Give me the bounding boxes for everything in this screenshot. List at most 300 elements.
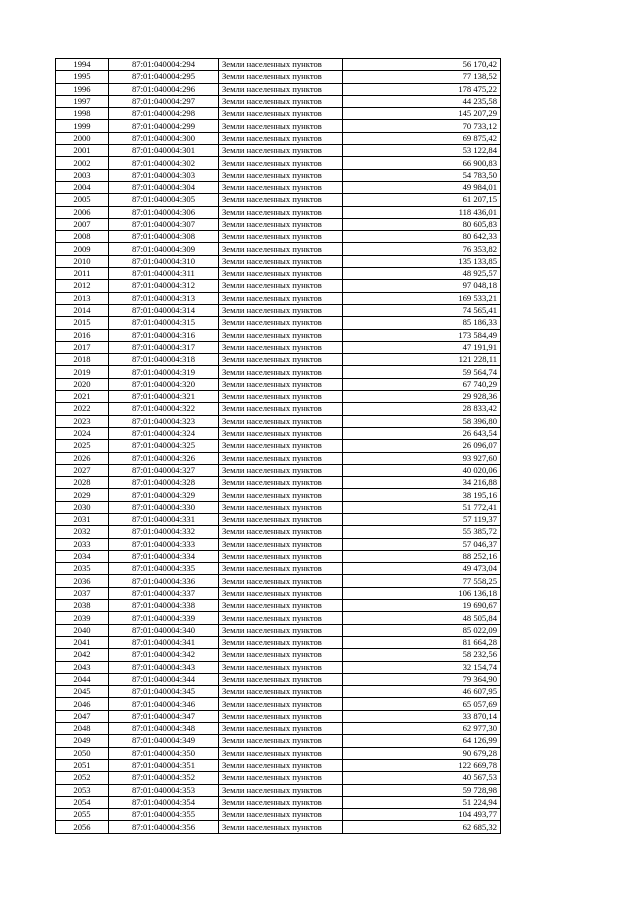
land-category-cell: Земли населенных пунктов [219, 636, 343, 648]
cadastral-number-cell: 87:01:040004:299 [109, 120, 219, 132]
land-category-cell: Земли населенных пунктов [219, 341, 343, 353]
row-number-cell: 2014 [56, 304, 109, 316]
table-row [56, 636, 501, 648]
row-number-cell: 2033 [56, 538, 109, 550]
cadastral-value-cell: 64 126,99 [343, 735, 501, 747]
row-number-cell: 2023 [56, 415, 109, 427]
cadastral-value-cell: 85 022,09 [343, 624, 501, 636]
row-number-cell: 2032 [56, 526, 109, 538]
land-category-cell: Земли населенных пунктов [219, 587, 343, 599]
land-category-cell: Земли населенных пунктов [219, 59, 343, 71]
cadastral-value-cell: 122 669,78 [343, 759, 501, 771]
land-category-cell: Земли населенных пунктов [219, 268, 343, 280]
cadastral-value-cell: 76 353,82 [343, 243, 501, 255]
cadastral-value-cell: 93 927,60 [343, 452, 501, 464]
cadastral-value-cell: 173 584,49 [343, 329, 501, 341]
cadastral-number-cell: 87:01:040004:314 [109, 304, 219, 316]
cadastral-value-cell: 61 207,15 [343, 194, 501, 206]
land-category-cell: Земли населенных пунктов [219, 673, 343, 685]
row-number-cell: 2037 [56, 587, 109, 599]
land-category-cell: Земли населенных пунктов [219, 649, 343, 661]
row-number-cell: 2011 [56, 268, 109, 280]
land-category-cell: Земли населенных пунктов [219, 440, 343, 452]
row-number-cell: 2000 [56, 132, 109, 144]
row-number-cell: 2039 [56, 612, 109, 624]
table-row [56, 243, 501, 255]
row-number-cell: 2012 [56, 280, 109, 292]
cadastral-number-cell: 87:01:040004:347 [109, 710, 219, 722]
land-category-cell: Земли населенных пунктов [219, 378, 343, 390]
row-number-cell: 2030 [56, 501, 109, 513]
land-category-cell: Земли населенных пунктов [219, 710, 343, 722]
land-category-cell: Земли населенных пунктов [219, 243, 343, 255]
cadastral-value-cell: 48 505,84 [343, 612, 501, 624]
cadastral-number-cell: 87:01:040004:329 [109, 489, 219, 501]
row-number-cell: 2006 [56, 206, 109, 218]
cadastral-value-cell: 118 436,01 [343, 206, 501, 218]
table-row [56, 231, 501, 243]
cadastral-value-cell: 34 216,88 [343, 477, 501, 489]
row-number-cell: 2007 [56, 218, 109, 230]
land-category-cell: Земли населенных пунктов [219, 354, 343, 366]
cadastral-number-cell: 87:01:040004:307 [109, 218, 219, 230]
cadastral-number-cell: 87:01:040004:320 [109, 378, 219, 390]
cadastral-number-cell: 87:01:040004:305 [109, 194, 219, 206]
table-row [56, 747, 501, 759]
land-category-cell: Земли населенных пунктов [219, 723, 343, 735]
row-number-cell: 2017 [56, 341, 109, 353]
row-number-cell: 2051 [56, 759, 109, 771]
land-category-cell: Земли населенных пунктов [219, 489, 343, 501]
cadastral-value-cell: 26 643,54 [343, 427, 501, 439]
cadastral-value-cell: 44 235,58 [343, 95, 501, 107]
cadastral-value-cell: 70 733,12 [343, 120, 501, 132]
row-number-cell: 2055 [56, 809, 109, 821]
table-row [56, 587, 501, 599]
land-category-cell: Земли населенных пунктов [219, 698, 343, 710]
cadastral-number-cell: 87:01:040004:335 [109, 563, 219, 575]
land-category-cell: Земли населенных пунктов [219, 391, 343, 403]
cadastral-number-cell: 87:01:040004:325 [109, 440, 219, 452]
table-row [56, 218, 501, 230]
row-number-cell: 2005 [56, 194, 109, 206]
cadastral-number-cell: 87:01:040004:294 [109, 59, 219, 71]
table-row [56, 132, 501, 144]
row-number-cell: 2035 [56, 563, 109, 575]
table-row [56, 317, 501, 329]
row-number-cell: 2024 [56, 427, 109, 439]
row-number-cell: 2018 [56, 354, 109, 366]
cadastral-number-cell: 87:01:040004:318 [109, 354, 219, 366]
cadastral-value-cell: 62 977,30 [343, 723, 501, 735]
land-category-cell: Земли населенных пунктов [219, 526, 343, 538]
row-number-cell: 2045 [56, 686, 109, 698]
land-category-cell: Земли населенных пунктов [219, 145, 343, 157]
cadastral-value-cell: 33 870,14 [343, 710, 501, 722]
cadastral-value-cell: 49 984,01 [343, 181, 501, 193]
cadastral-value-cell: 59 728,98 [343, 784, 501, 796]
table-row [56, 464, 501, 476]
land-category-cell: Земли населенных пунктов [219, 452, 343, 464]
table-row [56, 612, 501, 624]
cadastral-value-cell: 66 900,83 [343, 157, 501, 169]
row-number-cell: 2034 [56, 550, 109, 562]
cadastral-value-cell: 19 690,67 [343, 600, 501, 612]
cadastral-value-cell: 67 740,29 [343, 378, 501, 390]
table-row [56, 108, 501, 120]
table-row [56, 83, 501, 95]
land-category-cell: Земли населенных пунктов [219, 157, 343, 169]
land-category-cell: Земли населенных пунктов [219, 132, 343, 144]
row-number-cell: 2038 [56, 600, 109, 612]
cadastral-number-cell: 87:01:040004:338 [109, 600, 219, 612]
row-number-cell: 2029 [56, 489, 109, 501]
cadastral-value-cell: 46 607,95 [343, 686, 501, 698]
land-category-cell: Земли населенных пунктов [219, 304, 343, 316]
cadastral-number-cell: 87:01:040004:319 [109, 366, 219, 378]
land-category-cell: Земли населенных пунктов [219, 255, 343, 267]
table-row [56, 292, 501, 304]
row-number-cell: 2031 [56, 513, 109, 525]
cadastral-value-cell: 59 564,74 [343, 366, 501, 378]
table-row [56, 526, 501, 538]
table-row [56, 329, 501, 341]
cadastral-value-cell: 106 136,18 [343, 587, 501, 599]
cadastral-value-cell: 58 396,80 [343, 415, 501, 427]
row-number-cell: 2026 [56, 452, 109, 464]
table-row [56, 723, 501, 735]
cadastral-number-cell: 87:01:040004:356 [109, 821, 219, 833]
land-category-cell: Земли населенных пунктов [219, 83, 343, 95]
cadastral-value-cell: 145 207,29 [343, 108, 501, 120]
cadastral-number-cell: 87:01:040004:331 [109, 513, 219, 525]
cadastral-value-cell: 97 048,18 [343, 280, 501, 292]
row-number-cell: 2010 [56, 255, 109, 267]
row-number-cell: 2027 [56, 464, 109, 476]
row-number-cell: 2021 [56, 391, 109, 403]
cadastral-number-cell: 87:01:040004:324 [109, 427, 219, 439]
cadastral-value-cell: 178 475,22 [343, 83, 501, 95]
cadastral-number-cell: 87:01:040004:344 [109, 673, 219, 685]
table-row [56, 366, 501, 378]
land-category-cell: Земли населенных пунктов [219, 809, 343, 821]
table-row [56, 477, 501, 489]
cadastral-value-cell: 77 138,52 [343, 71, 501, 83]
cadastral-value-cell: 169 533,21 [343, 292, 501, 304]
table-row [56, 513, 501, 525]
cadastral-value-cell: 81 664,28 [343, 636, 501, 648]
cadastral-value-cell: 26 096,07 [343, 440, 501, 452]
cadastral-value-cell: 38 195,16 [343, 489, 501, 501]
cadastral-number-cell: 87:01:040004:304 [109, 181, 219, 193]
cadastral-number-cell: 87:01:040004:295 [109, 71, 219, 83]
cadastral-value-cell: 62 685,32 [343, 821, 501, 833]
cadastral-number-cell: 87:01:040004:309 [109, 243, 219, 255]
row-number-cell: 2049 [56, 735, 109, 747]
row-number-cell: 2013 [56, 292, 109, 304]
table-row [56, 735, 501, 747]
land-category-cell: Земли населенных пунктов [219, 501, 343, 513]
row-number-cell: 2009 [56, 243, 109, 255]
table-row [56, 821, 501, 833]
cadastral-value-cell: 80 605,83 [343, 218, 501, 230]
row-number-cell: 2004 [56, 181, 109, 193]
cadastral-number-cell: 87:01:040004:333 [109, 538, 219, 550]
row-number-cell: 2001 [56, 145, 109, 157]
table-row [56, 304, 501, 316]
land-category-cell: Земли населенных пунктов [219, 329, 343, 341]
cadastral-number-cell: 87:01:040004:316 [109, 329, 219, 341]
cadastral-value-cell: 69 875,42 [343, 132, 501, 144]
table-row [56, 427, 501, 439]
table-row [56, 710, 501, 722]
cadastral-value-cell: 47 191,91 [343, 341, 501, 353]
table-row [56, 71, 501, 83]
cadastral-value-cell: 88 252,16 [343, 550, 501, 562]
row-number-cell: 2019 [56, 366, 109, 378]
cadastral-number-cell: 87:01:040004:296 [109, 83, 219, 95]
cadastral-value-cell: 74 565,41 [343, 304, 501, 316]
cadastral-value-cell: 85 186,33 [343, 317, 501, 329]
land-category-cell: Земли населенных пунктов [219, 280, 343, 292]
cadastral-value-cell: 28 833,42 [343, 403, 501, 415]
cadastral-value-cell: 54 783,50 [343, 169, 501, 181]
cadastral-number-cell: 87:01:040004:300 [109, 132, 219, 144]
cadastral-number-cell: 87:01:040004:327 [109, 464, 219, 476]
cadastral-value-cell: 121 228,11 [343, 354, 501, 366]
land-plot-table-body [56, 59, 501, 834]
table-row [56, 784, 501, 796]
cadastral-number-cell: 87:01:040004:337 [109, 587, 219, 599]
cadastral-value-cell: 104 493,77 [343, 809, 501, 821]
cadastral-value-cell: 40 020,06 [343, 464, 501, 476]
table-row [56, 354, 501, 366]
cadastral-value-cell: 90 679,28 [343, 747, 501, 759]
row-number-cell: 2015 [56, 317, 109, 329]
land-category-cell: Земли населенных пунктов [219, 575, 343, 587]
land-category-cell: Земли населенных пунктов [219, 120, 343, 132]
row-number-cell: 2043 [56, 661, 109, 673]
land-category-cell: Земли населенных пунктов [219, 796, 343, 808]
cadastral-number-cell: 87:01:040004:334 [109, 550, 219, 562]
cadastral-number-cell: 87:01:040004:301 [109, 145, 219, 157]
land-category-cell: Земли населенных пунктов [219, 624, 343, 636]
table-row [56, 563, 501, 575]
land-category-cell: Земли населенных пунктов [219, 366, 343, 378]
cadastral-number-cell: 87:01:040004:350 [109, 747, 219, 759]
land-category-cell: Земли населенных пунктов [219, 169, 343, 181]
cadastral-number-cell: 87:01:040004:326 [109, 452, 219, 464]
land-category-cell: Земли населенных пунктов [219, 464, 343, 476]
cadastral-value-cell: 56 170,42 [343, 59, 501, 71]
table-row [56, 452, 501, 464]
table-row [56, 673, 501, 685]
cadastral-number-cell: 87:01:040004:302 [109, 157, 219, 169]
land-category-cell: Земли населенных пунктов [219, 784, 343, 796]
cadastral-number-cell: 87:01:040004:303 [109, 169, 219, 181]
cadastral-number-cell: 87:01:040004:340 [109, 624, 219, 636]
land-category-cell: Земли населенных пунктов [219, 821, 343, 833]
table-row [56, 255, 501, 267]
cadastral-number-cell: 87:01:040004:306 [109, 206, 219, 218]
row-number-cell: 2052 [56, 772, 109, 784]
land-category-cell: Земли населенных пунктов [219, 206, 343, 218]
cadastral-number-cell: 87:01:040004:311 [109, 268, 219, 280]
cadastral-number-cell: 87:01:040004:308 [109, 231, 219, 243]
cadastral-value-cell: 51 772,41 [343, 501, 501, 513]
table-row [56, 661, 501, 673]
table-row [56, 194, 501, 206]
cadastral-number-cell: 87:01:040004:342 [109, 649, 219, 661]
cadastral-number-cell: 87:01:040004:297 [109, 95, 219, 107]
land-category-cell: Земли населенных пунктов [219, 563, 343, 575]
cadastral-number-cell: 87:01:040004:298 [109, 108, 219, 120]
cadastral-number-cell: 87:01:040004:321 [109, 391, 219, 403]
cadastral-number-cell: 87:01:040004:336 [109, 575, 219, 587]
cadastral-number-cell: 87:01:040004:323 [109, 415, 219, 427]
cadastral-value-cell: 55 385,72 [343, 526, 501, 538]
cadastral-value-cell: 57 046,37 [343, 538, 501, 550]
cadastral-number-cell: 87:01:040004:351 [109, 759, 219, 771]
row-number-cell: 2041 [56, 636, 109, 648]
cadastral-value-cell: 65 057,69 [343, 698, 501, 710]
cadastral-number-cell: 87:01:040004:345 [109, 686, 219, 698]
row-number-cell: 2050 [56, 747, 109, 759]
cadastral-value-cell: 49 473,04 [343, 563, 501, 575]
land-category-cell: Земли населенных пунктов [219, 747, 343, 759]
cadastral-number-cell: 87:01:040004:352 [109, 772, 219, 784]
land-category-cell: Земли населенных пунктов [219, 477, 343, 489]
table-row [56, 169, 501, 181]
cadastral-number-cell: 87:01:040004:310 [109, 255, 219, 267]
cadastral-number-cell: 87:01:040004:328 [109, 477, 219, 489]
row-number-cell: 1996 [56, 83, 109, 95]
land-category-cell: Земли населенных пунктов [219, 71, 343, 83]
row-number-cell: 2042 [56, 649, 109, 661]
land-plot-table [55, 58, 501, 834]
land-category-cell: Земли населенных пунктов [219, 772, 343, 784]
table-row [56, 280, 501, 292]
table-row [56, 489, 501, 501]
land-category-cell: Земли населенных пунктов [219, 513, 343, 525]
cadastral-number-cell: 87:01:040004:349 [109, 735, 219, 747]
cadastral-number-cell: 87:01:040004:339 [109, 612, 219, 624]
land-category-cell: Земли населенных пунктов [219, 538, 343, 550]
row-number-cell: 2025 [56, 440, 109, 452]
cadastral-value-cell: 48 925,57 [343, 268, 501, 280]
table-row [56, 59, 501, 71]
table-row [56, 378, 501, 390]
table-row [56, 809, 501, 821]
cadastral-value-cell: 58 232,56 [343, 649, 501, 661]
table-row [56, 341, 501, 353]
row-number-cell: 2020 [56, 378, 109, 390]
table-row [56, 120, 501, 132]
table-row [56, 600, 501, 612]
cadastral-number-cell: 87:01:040004:346 [109, 698, 219, 710]
row-number-cell: 2046 [56, 698, 109, 710]
table-row [56, 550, 501, 562]
table-row [56, 686, 501, 698]
table-row [56, 501, 501, 513]
table-row [56, 415, 501, 427]
row-number-cell: 2022 [56, 403, 109, 415]
land-category-cell: Земли населенных пунктов [219, 108, 343, 120]
land-category-cell: Земли населенных пунктов [219, 550, 343, 562]
cadastral-number-cell: 87:01:040004:341 [109, 636, 219, 648]
row-number-cell: 2056 [56, 821, 109, 833]
table-row [56, 796, 501, 808]
row-number-cell: 2016 [56, 329, 109, 341]
row-number-cell: 2054 [56, 796, 109, 808]
table-row [56, 95, 501, 107]
land-category-cell: Земли населенных пунктов [219, 600, 343, 612]
table-row [56, 575, 501, 587]
row-number-cell: 2003 [56, 169, 109, 181]
cadastral-value-cell: 135 133,85 [343, 255, 501, 267]
table-row [56, 268, 501, 280]
row-number-cell: 2053 [56, 784, 109, 796]
cadastral-value-cell: 57 119,37 [343, 513, 501, 525]
table-row [56, 624, 501, 636]
table-row [56, 157, 501, 169]
table-row [56, 391, 501, 403]
cadastral-value-cell: 32 154,74 [343, 661, 501, 673]
row-number-cell: 2028 [56, 477, 109, 489]
cadastral-number-cell: 87:01:040004:315 [109, 317, 219, 329]
table-row [56, 772, 501, 784]
cadastral-number-cell: 87:01:040004:312 [109, 280, 219, 292]
row-number-cell: 1997 [56, 95, 109, 107]
cadastral-value-cell: 40 567,53 [343, 772, 501, 784]
table-row [56, 145, 501, 157]
table-row [56, 181, 501, 193]
row-number-cell: 1994 [56, 59, 109, 71]
cadastral-number-cell: 87:01:040004:354 [109, 796, 219, 808]
land-category-cell: Земли населенных пунктов [219, 735, 343, 747]
land-category-cell: Земли населенных пунктов [219, 661, 343, 673]
table-row [56, 403, 501, 415]
land-category-cell: Земли населенных пунктов [219, 231, 343, 243]
table-row [56, 440, 501, 452]
cadastral-value-cell: 80 642,33 [343, 231, 501, 243]
row-number-cell: 2036 [56, 575, 109, 587]
cadastral-value-cell: 53 122,84 [343, 145, 501, 157]
row-number-cell: 2002 [56, 157, 109, 169]
cadastral-value-cell: 29 928,36 [343, 391, 501, 403]
land-category-cell: Земли населенных пунктов [219, 612, 343, 624]
land-category-cell: Земли населенных пунктов [219, 292, 343, 304]
cadastral-number-cell: 87:01:040004:343 [109, 661, 219, 673]
land-category-cell: Земли населенных пунктов [219, 218, 343, 230]
land-category-cell: Земли населенных пунктов [219, 317, 343, 329]
cadastral-value-cell: 77 558,25 [343, 575, 501, 587]
cadastral-number-cell: 87:01:040004:353 [109, 784, 219, 796]
land-category-cell: Земли населенных пунктов [219, 194, 343, 206]
land-category-cell: Земли населенных пунктов [219, 403, 343, 415]
land-category-cell: Земли населенных пунктов [219, 415, 343, 427]
table-row [56, 206, 501, 218]
row-number-cell: 2040 [56, 624, 109, 636]
cadastral-value-cell: 51 224,94 [343, 796, 501, 808]
row-number-cell: 2044 [56, 673, 109, 685]
table-row [56, 538, 501, 550]
cadastral-number-cell: 87:01:040004:313 [109, 292, 219, 304]
cadastral-number-cell: 87:01:040004:317 [109, 341, 219, 353]
cadastral-number-cell: 87:01:040004:355 [109, 809, 219, 821]
cadastral-number-cell: 87:01:040004:330 [109, 501, 219, 513]
row-number-cell: 2047 [56, 710, 109, 722]
